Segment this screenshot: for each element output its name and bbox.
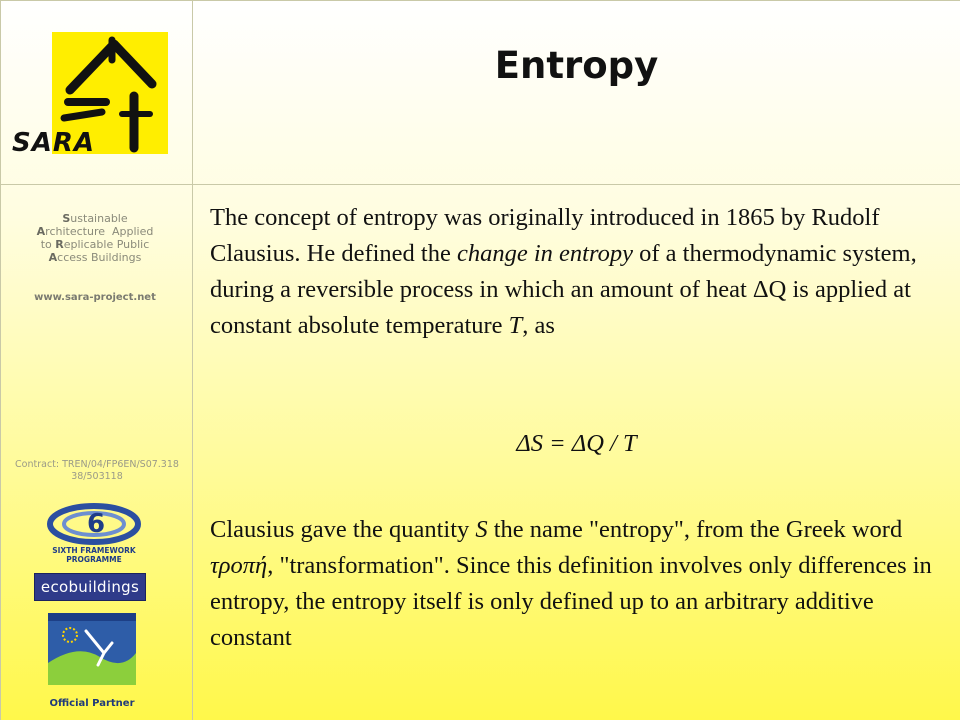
paragraph-definition (210, 200, 940, 344)
paragraph-naming-part: , "transformation". Since this definition involves only differences in entropy, the entropy itself is only defined up to an arbitrary additive constant (210, 552, 932, 651)
paragraph-definition-emphasis: change in entropy (457, 240, 633, 267)
paragraph-definition-part: The concept of entropy was originally introduced in 1865 by Rudolf Clausius. He defined the (210, 204, 880, 267)
slide-title: Entropy (494, 44, 659, 87)
entropy-formula: ΔS = ΔQ / T (516, 430, 637, 457)
paragraph-definition-part: of a thermodynamic system, during a reversible process in which an amount of heat ΔQ is applied at constant absolute temperature (210, 240, 917, 339)
sidebar-project-line-3: to Replicable Public (40, 238, 150, 251)
paragraph-definition-part: , as (522, 312, 555, 339)
paragraph-definition-variable: T (508, 312, 523, 339)
svg-text:6: 6 (86, 509, 106, 539)
sidebar-project-line-2: Architecture Applied (36, 225, 154, 238)
paragraph-naming-part: the name "entropy", from the Greek word (487, 516, 903, 543)
sustainable-energy-europe-icon (48, 613, 136, 685)
project-url-link[interactable]: www.sara-project.net (34, 292, 156, 303)
official-partner-label: Official Partner (49, 698, 135, 709)
sara-logo-text: SARA (12, 128, 95, 158)
paragraph-naming (210, 512, 940, 656)
ecobuildings-label: ecobuildings (40, 578, 140, 596)
paragraph-naming-greek-word: τροπή (210, 552, 268, 579)
sustainable-energy-europe-logo (48, 613, 136, 685)
ecobuildings-logo (34, 573, 146, 601)
sixth-framework-logo (44, 496, 144, 566)
paragraph-naming-part: Clausius gave the quantity (210, 516, 476, 543)
svg-text:PROGRAMME: PROGRAMME (66, 555, 122, 564)
fp6-swirl-icon (44, 496, 144, 566)
paragraph-naming-variable: S (475, 516, 488, 543)
contract-number: Contract: TREN/04/FP6EN/S07.31838/503118 (15, 459, 179, 482)
header-divider (0, 184, 960, 185)
sidebar-project-line-4: Access Buildings (48, 251, 142, 264)
sidebar-project-line-1: Sustainable (62, 212, 128, 225)
svg-text:SIXTH FRAMEWORK: SIXTH FRAMEWORK (52, 546, 136, 555)
